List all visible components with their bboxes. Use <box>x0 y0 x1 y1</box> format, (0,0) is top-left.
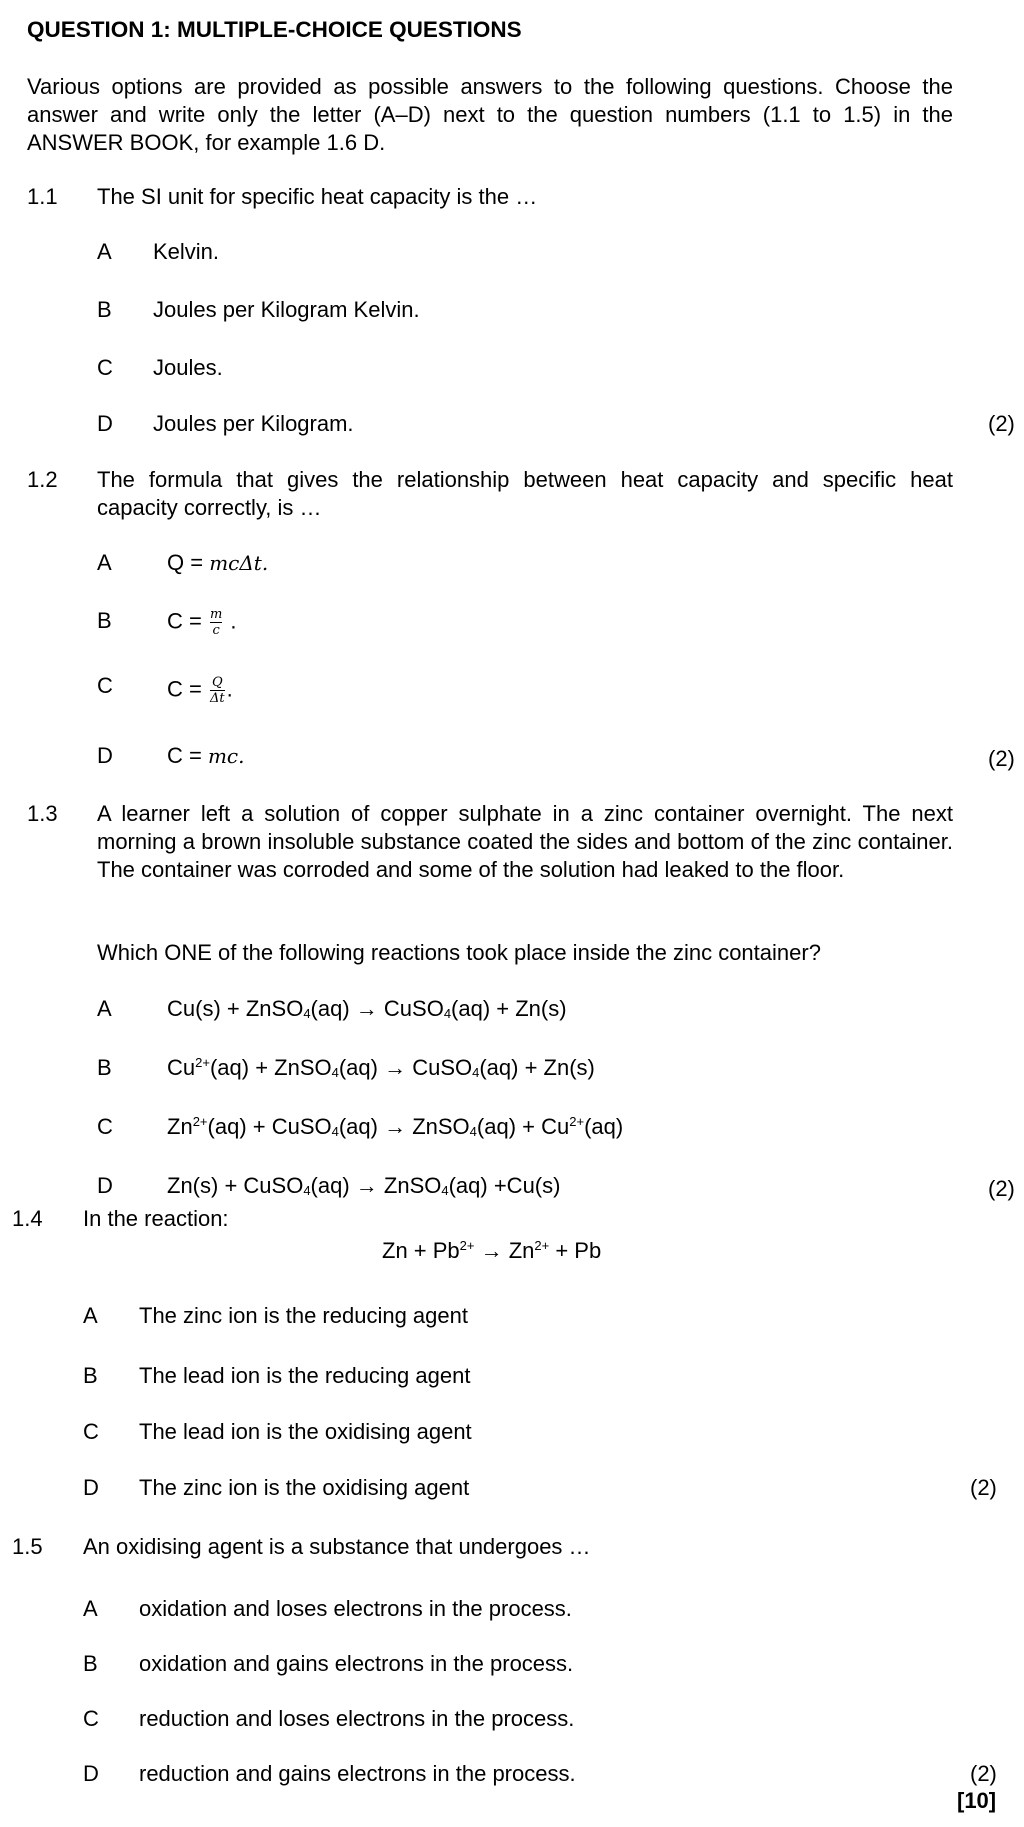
marks: (2) <box>970 1475 997 1500</box>
option-text: The zinc ion is the reducing agent <box>139 1303 468 1328</box>
option-letter: B <box>97 1055 112 1080</box>
option-letter: B <box>97 297 112 322</box>
option-letter: C <box>83 1419 99 1444</box>
option-formula: C = $\frac{Q}{\Delta t}$ . <box>167 675 233 706</box>
option-letter: B <box>83 1651 98 1676</box>
option-formula: C = mc. <box>167 743 245 768</box>
question-title: QUESTION 1: MULTIPLE-CHOICE QUESTIONS <box>27 17 522 42</box>
option-equation: $Cu^{2+}(aq)$ + ZnSO$_4$(aq) → CuSO$_4$(aq) + Zn(s) <box>167 1055 595 1080</box>
fraction: $\frac{Q}{\Delta t}$ <box>209 675 225 706</box>
question-stem: The formula that gives the relationship between heat capacity and specific heat capacity correctly, is … <box>97 467 953 520</box>
option-letter: D <box>83 1475 99 1500</box>
option-text: oxidation and loses electrons in the process. <box>139 1596 572 1621</box>
option-letter: C <box>97 673 113 698</box>
option-letter: C <box>97 355 113 380</box>
option-formula: C = $\frac{m}{c}$ . <box>167 607 237 638</box>
marks: (2) <box>970 1761 997 1786</box>
reaction-equation: $Zn + Pb^{2+} \to Zn^{2+} + Pb$ <box>382 1238 602 1263</box>
question-number: 1.2 <box>27 467 58 492</box>
option-text: The zinc ion is the oxidising agent <box>139 1475 470 1500</box>
question-number: 1.4 <box>12 1206 43 1231</box>
option-letter: A <box>97 550 112 575</box>
option-letter: B <box>83 1363 98 1388</box>
question-stem: An oxidising agent is a substance that undergoes … <box>83 1534 591 1559</box>
question-prompt: Which ONE of the following reactions took place inside the zinc container? <box>97 940 821 965</box>
question-number: 1.3 <box>27 801 58 826</box>
question-number: 1.1 <box>27 184 58 209</box>
marks: (2) <box>988 1176 1015 1201</box>
instructions-paragraph: Various options are provided as possible answers to the following questions. Choose the answer and write only the letter (A–D) next to the question numbers (1.1 to 1.5) in the ANSWER BOOK, for example 1.6 D. <box>27 74 953 155</box>
total-marks: [10] <box>957 1788 997 1813</box>
marks: (2) <box>988 411 1015 436</box>
option-letter: A <box>83 1303 98 1328</box>
option-equation: $Zn^{2+}(aq)$ + CuSO$_4$(aq) → ZnSO$_4$(aq) + $Cu^{2+}(aq)$ <box>167 1114 624 1139</box>
option-letter: B <box>97 608 112 633</box>
option-text: The lead ion is the reducing agent <box>139 1363 471 1388</box>
option-letter: D <box>97 743 113 768</box>
option-text: Joules per Kilogram. <box>153 411 354 436</box>
option-text: oxidation and gains electrons in the process. <box>139 1651 574 1676</box>
marks: (2) <box>988 746 1015 771</box>
fraction: $\frac{m}{c}$ <box>209 607 223 638</box>
option-letter: A <box>97 996 112 1021</box>
option-equation: Cu(s) + ZnSO$_4$(aq) → CuSO$_4$(aq) + Zn(s) <box>167 996 567 1021</box>
question-stem: In the reaction: <box>83 1206 229 1231</box>
question-stem: A learner left a solution of copper sulphate in a zinc container overnight. The next morning a brown insoluble substance coated the sides and bottom of the zinc container. The container was corroded and some of the solution had leaked to the floor. <box>97 801 953 882</box>
option-text: reduction and gains electrons in the process. <box>139 1761 576 1786</box>
option-letter: D <box>97 411 113 436</box>
option-letter: A <box>97 239 112 264</box>
option-text: Joules per Kilogram Kelvin. <box>153 297 420 322</box>
option-letter: D <box>97 1173 113 1198</box>
option-text: reduction and loses electrons in the process. <box>139 1706 575 1731</box>
option-letter: C <box>97 1114 113 1139</box>
option-formula: Q = mcΔt. <box>167 550 269 575</box>
question-stem: The SI unit for specific heat capacity is the … <box>97 184 538 209</box>
option-letter: A <box>83 1596 98 1621</box>
option-text: Joules. <box>153 355 223 380</box>
option-letter: C <box>83 1706 99 1731</box>
question-number: 1.5 <box>12 1534 43 1559</box>
option-equation: Zn(s) + CuSO$_4$(aq) → ZnSO$_4$(aq) +Cu(s) <box>167 1173 561 1198</box>
option-letter: D <box>83 1761 99 1786</box>
option-text: Kelvin. <box>153 239 220 264</box>
option-text: The lead ion is the oxidising agent <box>139 1419 472 1444</box>
